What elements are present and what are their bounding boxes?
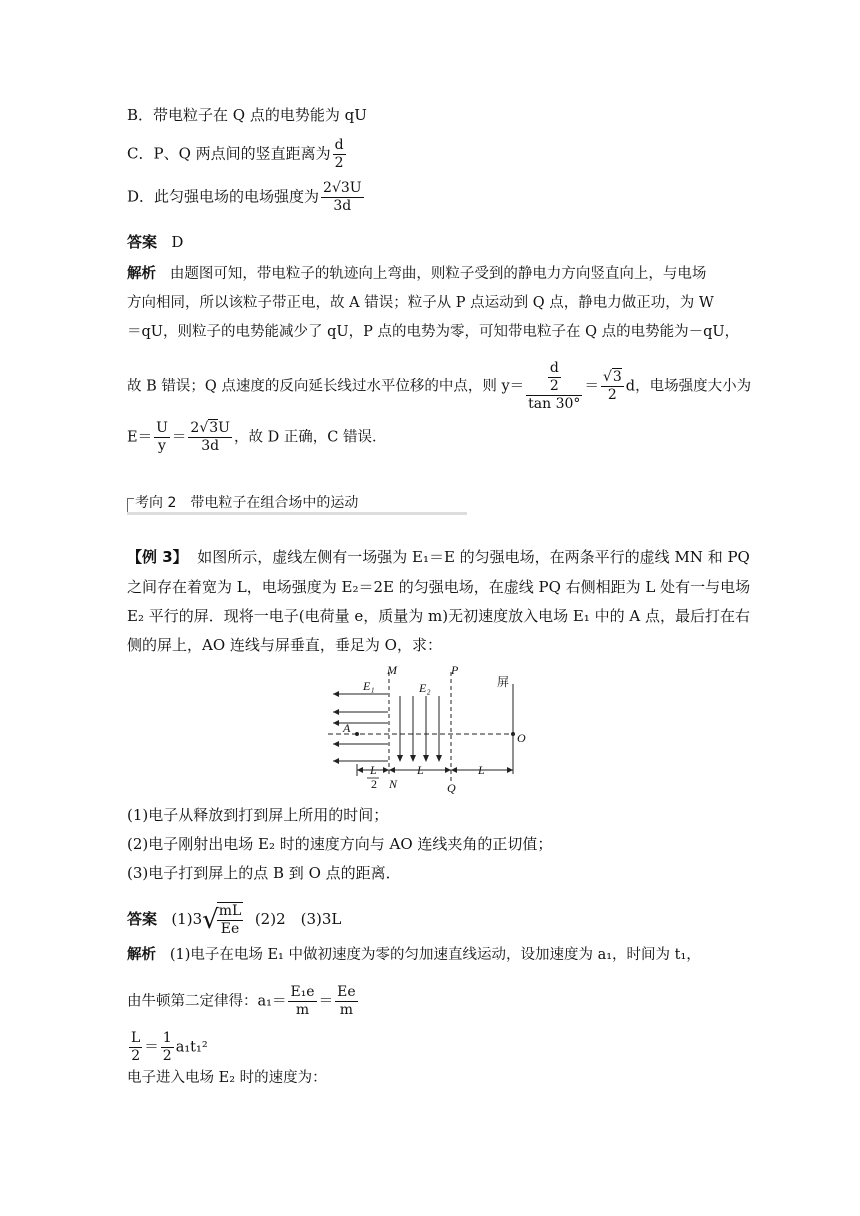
option-c-text: C．P、Q 两点间的竖直距离为 — [127, 144, 331, 163]
label-e2: E₂ — [419, 681, 431, 695]
answer-2: 答案 (1)3√ $\frac{mL}{Ee}$ (2)2 (3)3L — [127, 903, 342, 937]
answer-2-label: 答案 — [127, 910, 158, 928]
section-title: 考向 2 带电粒子在组合场中的运动 — [135, 495, 359, 511]
e-value-fraction: $\frac{2√3U}{3d}$ — [190, 420, 230, 454]
one-half-fraction: $\frac{1}{2}$ — [162, 1030, 172, 1064]
label-l-2: L — [478, 763, 485, 777]
label-o: O — [517, 731, 526, 745]
sqrt3-over-2: $\frac{√3}{2}$ — [602, 369, 622, 403]
option-c-fraction: $\frac{d}{2}$ — [334, 137, 344, 171]
analysis-2-line-4: 电子进入电场 E₂ 时的速度为： — [127, 1070, 327, 1086]
label-n: N — [389, 777, 398, 791]
question-2: (2)电子刚射出电场 E₂ 时的速度方向与 AO 连线夹角的正切值； — [127, 835, 553, 853]
label-p: P — [451, 663, 459, 677]
newton-fraction-1: $\frac{\text{E₁e}}{m}$ — [290, 984, 315, 1018]
option-c — [127, 137, 348, 172]
label-e1: E₁ — [363, 679, 375, 693]
label-l-1: L — [417, 763, 424, 777]
label-screen: 屏 — [497, 675, 510, 689]
option-d-text: D．此匀强电场的电场强度为 — [127, 187, 320, 206]
option-d-fraction: $\frac{2√3U}{3d}$ — [323, 180, 362, 214]
analysis-2-line-2: 由牛顿第二定律得：a₁＝ $\frac{\text{E₁e}}{m}$ ＝ $\frac{Ee}{m}$ — [127, 984, 356, 1018]
analysis-1-line-3: ＝qU，则粒子的电势能减少了 qU，P 点的电势为零，可知带电粒子在 Q 点的电势能为－qU， — [127, 324, 740, 340]
y-fraction: $\frac{\frac{d}{2}}{\tan 30^\circ}$ — [528, 360, 581, 412]
label-q: Q — [447, 781, 456, 795]
example-label: 【例 3】 — [127, 548, 188, 566]
field-diagram — [325, 664, 555, 799]
analysis-2-line-1: 解析 (1)电子在电场 E₁ 中做初速度为零的匀加速直线运动，设加速度为 a₁，时间为 t₁， — [127, 947, 701, 963]
analysis-1-line-2: 方向相同，所以该粒子带正电，故 A 错误；粒子从 P 点运动到 Q 点，静电力做正功，为 W — [127, 295, 714, 311]
answer-value: D — [171, 233, 184, 251]
analysis-label: 解析 — [127, 266, 156, 282]
example-line-2: 之间存在着宽为 L，电场强度为 E₂＝2E 的匀强电场，在虚线 PQ 右侧相距为 L 处有一与电场 — [127, 578, 751, 596]
answer-label: 答案 — [127, 233, 158, 251]
label-l-half-den: 2 — [371, 777, 377, 791]
example-line-4: 侧的屏上，AO 连线与屏垂直，垂足为 O，求： — [127, 636, 442, 654]
option-b: B．带电粒子在 Q 点的电势能为 qU — [127, 106, 367, 124]
answer-sqrt-fraction: $\frac{mL}{Ee}$ — [218, 903, 242, 937]
label-a: A — [343, 721, 351, 735]
question-3: (3)电子打到屏上的点 B 到 O 点的距离． — [127, 864, 401, 882]
question-1: (1)电子从释放到打到屏上所用的时间； — [127, 806, 389, 824]
u-over-y: $\frac{U}{y}$ — [156, 420, 168, 454]
option-d — [127, 180, 366, 215]
label-m: M — [387, 663, 397, 677]
section-header — [127, 490, 467, 513]
analysis-1-line-4: 故 B 错误；Q 点速度的反向延长线过水平位移的中点，则 y＝ $\frac{\frac{d}{2}}{\tan 30^\circ}$ ＝ $\frac{√3}{2}$ d，电场强度大小为 — [127, 360, 752, 412]
newton-fraction-2: $\frac{Ee}{m}$ — [337, 984, 356, 1018]
label-l-half-num: L — [370, 763, 377, 777]
analysis-2-label: 解析 — [127, 947, 156, 963]
example-line-1: 【例 3】 如图所示，虚线左侧有一场强为 E₁＝E 的匀强电场，在两条平行的虚线 MN 和 PQ — [127, 548, 750, 566]
analysis-1-line-1: 解析 由题图可知，带电粒子的轨迹向上弯曲，则粒子受到的静电力方向竖直向上，与电场 — [127, 266, 707, 282]
answer-1 — [127, 232, 183, 252]
l-half-fraction: $\frac{L}{2}$ — [131, 1030, 141, 1064]
analysis-2-line-3: $\frac{L}{2}$ ＝ $\frac{1}{2}$ a₁t₁² — [131, 1030, 208, 1064]
analysis-1-line-5: E＝ $\frac{U}{y}$ ＝ $\frac{2√3U}{3d}$ ，故 D 正确，C 错误． — [127, 420, 387, 454]
example-line-3: E₂ 平行的屏．现将一电子(电荷量 e，质量为 m)无初速度放入电场 E₁ 中的 A 点，最后打在右 — [127, 607, 750, 625]
